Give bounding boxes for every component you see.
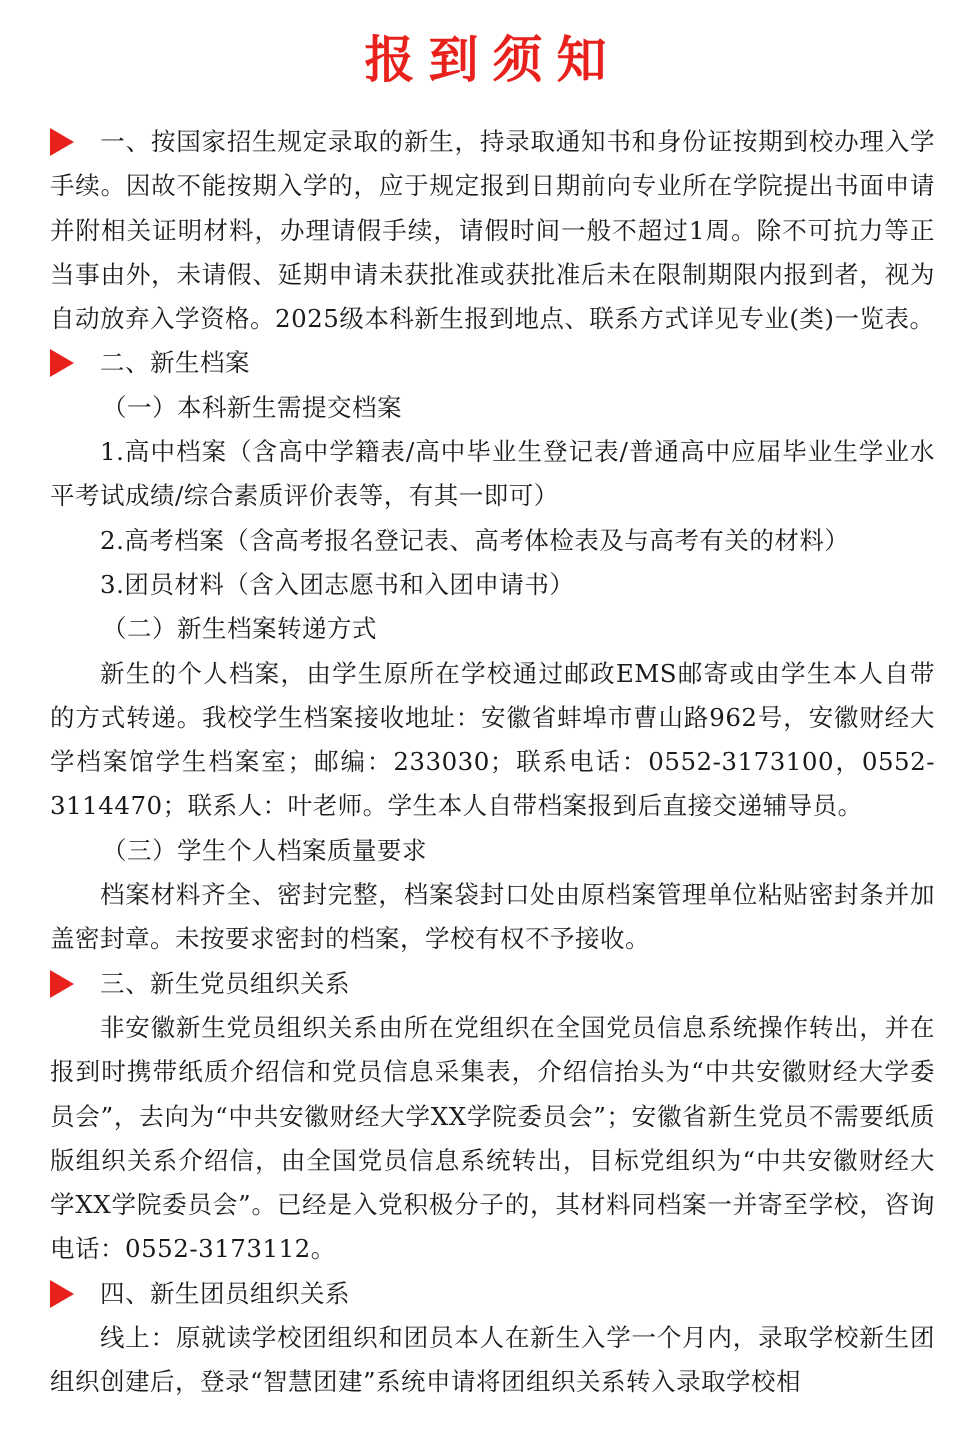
section-2-sub1-heading: （一）本科新生需提交档案 [102,392,402,422]
section-2-sub3-text: 档案材料齐全、密封完整，档案袋封口处由原档案管理单位粘贴密封条并加盖密封章。未按要求密封的档案，学校有权不予接收。 [50,880,935,954]
section-2-item-2: 2.高考档案（含高考报名登记表、高考体检表及与高考有关的材料） [100,525,850,555]
section-2-sub2-text: 新生的个人档案，由学生原所在学校通过邮政EMS邮寄或由学生本人自带的方式转递。我校学生档案接收地址：安徽省蚌埠市曹山路962号，安徽财经大学档案馆学生档案室；邮编：233030；联系电话：0552-3173100，0552-3114470；联系人：叶老师。学生本人自带档案报到后直接交递辅导员。 [50,658,935,821]
section-3-heading [50,962,935,1006]
section-4-heading [50,1272,935,1316]
section-2-sub3-heading: （三）学生个人档案质量要求 [102,835,427,865]
section-2-sub2-heading: （二）新生档案转递方式 [102,614,377,644]
section-1-text: 一、按国家招生规定录取的新生，持录取通知书和身份证按期到校办理入学手续。因故不能按期入学的，应于规定报到日期前向专业所在学院提出书面申请并附相关证明材料，办理请假手续，请假时间一般不超过1周。除不可抗力等正当事由外，未请假、延期申请未获批准或获批准后未在限制期限内报到者，视为自动放弃入学资格。2025级本科新生报到地点、联系方式详见专业(类)一览表。 [50,127,935,334]
triangle-bullet-icon [50,128,74,156]
section-1-paragraph [50,120,935,341]
notice-content [50,120,935,1405]
section-2-item-3: 3.团员材料（含入团志愿书和入团申请书） [100,569,575,599]
page-title: 报到须知 [364,31,621,89]
section-2-item-1: 1.高中档案（含高中学籍表/高中毕业生登记表/普通高中应届毕业生学业水平考试成绩/综合素质评价表等，有其一即可） [50,437,935,511]
section-3-text: 非安徽新生党员组织关系由所在党组织在全国党员信息系统操作转出，并在报到时携带纸质介绍信和党员信息采集表，介绍信抬头为“中共安徽财经大学委员会”，去向为“中共安徽财经大学XX学院委员会”；安徽省新生党员不需要纸质版组织关系介绍信，由全国党员信息系统转出，目标党组织为“中共安徽财经大学XX学院委员会”。已经是入党积极分子的，其材料同档案一并寄至学校，咨询电话：0552-3173112。 [50,1012,935,1264]
section-2-heading-text: 二、新生档案 [100,348,250,378]
section-2-heading [50,341,935,385]
triangle-bullet-icon [50,970,74,998]
section-4-heading-text: 四、新生团员组织关系 [100,1278,350,1308]
triangle-bullet-icon [50,349,74,377]
section-4-text: 线上：原就读学校团组织和团员本人在新生入学一个月内，录取学校新生团组织创建后，登录“智慧团建”系统申请将团组织关系转入录取学校相 [50,1323,935,1397]
triangle-bullet-icon [50,1280,74,1308]
section-3-heading-text: 三、新生党员组织关系 [100,968,350,998]
